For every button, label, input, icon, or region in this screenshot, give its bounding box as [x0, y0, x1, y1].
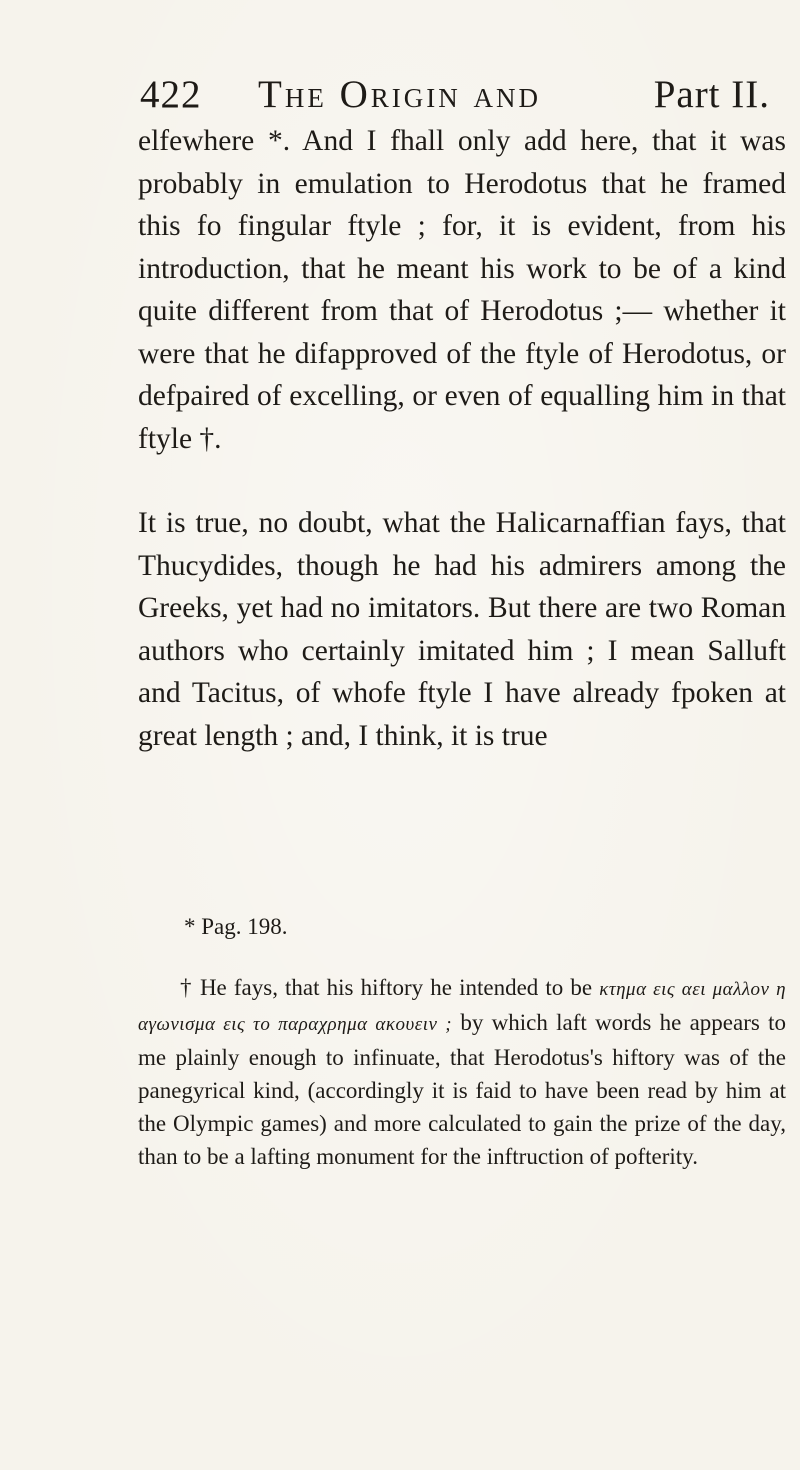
running-header: [140, 72, 780, 122]
greek-quotation: κτημα εις αει μαλλον η αγωνισμα εις το παραχρημα ακουειν ;: [138, 979, 787, 1035]
footnote-star: * Pag. 198.: [184, 914, 288, 939]
footnote-dagger: [138, 971, 786, 1173]
part-label: Part II.: [653, 73, 770, 116]
page-number: 422: [140, 73, 202, 116]
footnotes: [138, 910, 786, 1173]
running-title: The Origin and: [258, 73, 541, 116]
footnote-dagger-intro: † He fays, that his hiftory he intended to be: [180, 975, 593, 1000]
footnote-dagger-rest: by which laft words he appears to me plainly enough to infinuate, that Herodotus's hiftory was of the panegyrical kind, (accordingly it is faid to have been read by him at the Olympic games) and more calculated to gain the prize of the day, than to be a lafting monument for the inftruction of pofterity.: [138, 1010, 786, 1169]
paragraph: It is true, no doubt, what the Halicarnaffian fays, that Thucydides, though he had his admirers among the Greeks, yet had no imitators. But there are two Roman authors who certainly imitated him ; I mean Salluft and Tacitus, of whofe ftyle I have already fpoken at great length ; and, I think, it is true: [138, 507, 786, 752]
main-text: [138, 120, 786, 757]
paragraph: elfewhere *. And I fhall only add here, that it was probably in emulation to Herodotus that he framed this fo fingular ftyle ; for, it is evident, from his introduction, that he meant his work to be of a kind quite different from that of Herodotus ;— whether it were that he difapproved of the ftyle of Herodotus, or defpaired of excelling, or even of equalling him in that ftyle †.: [138, 125, 786, 455]
